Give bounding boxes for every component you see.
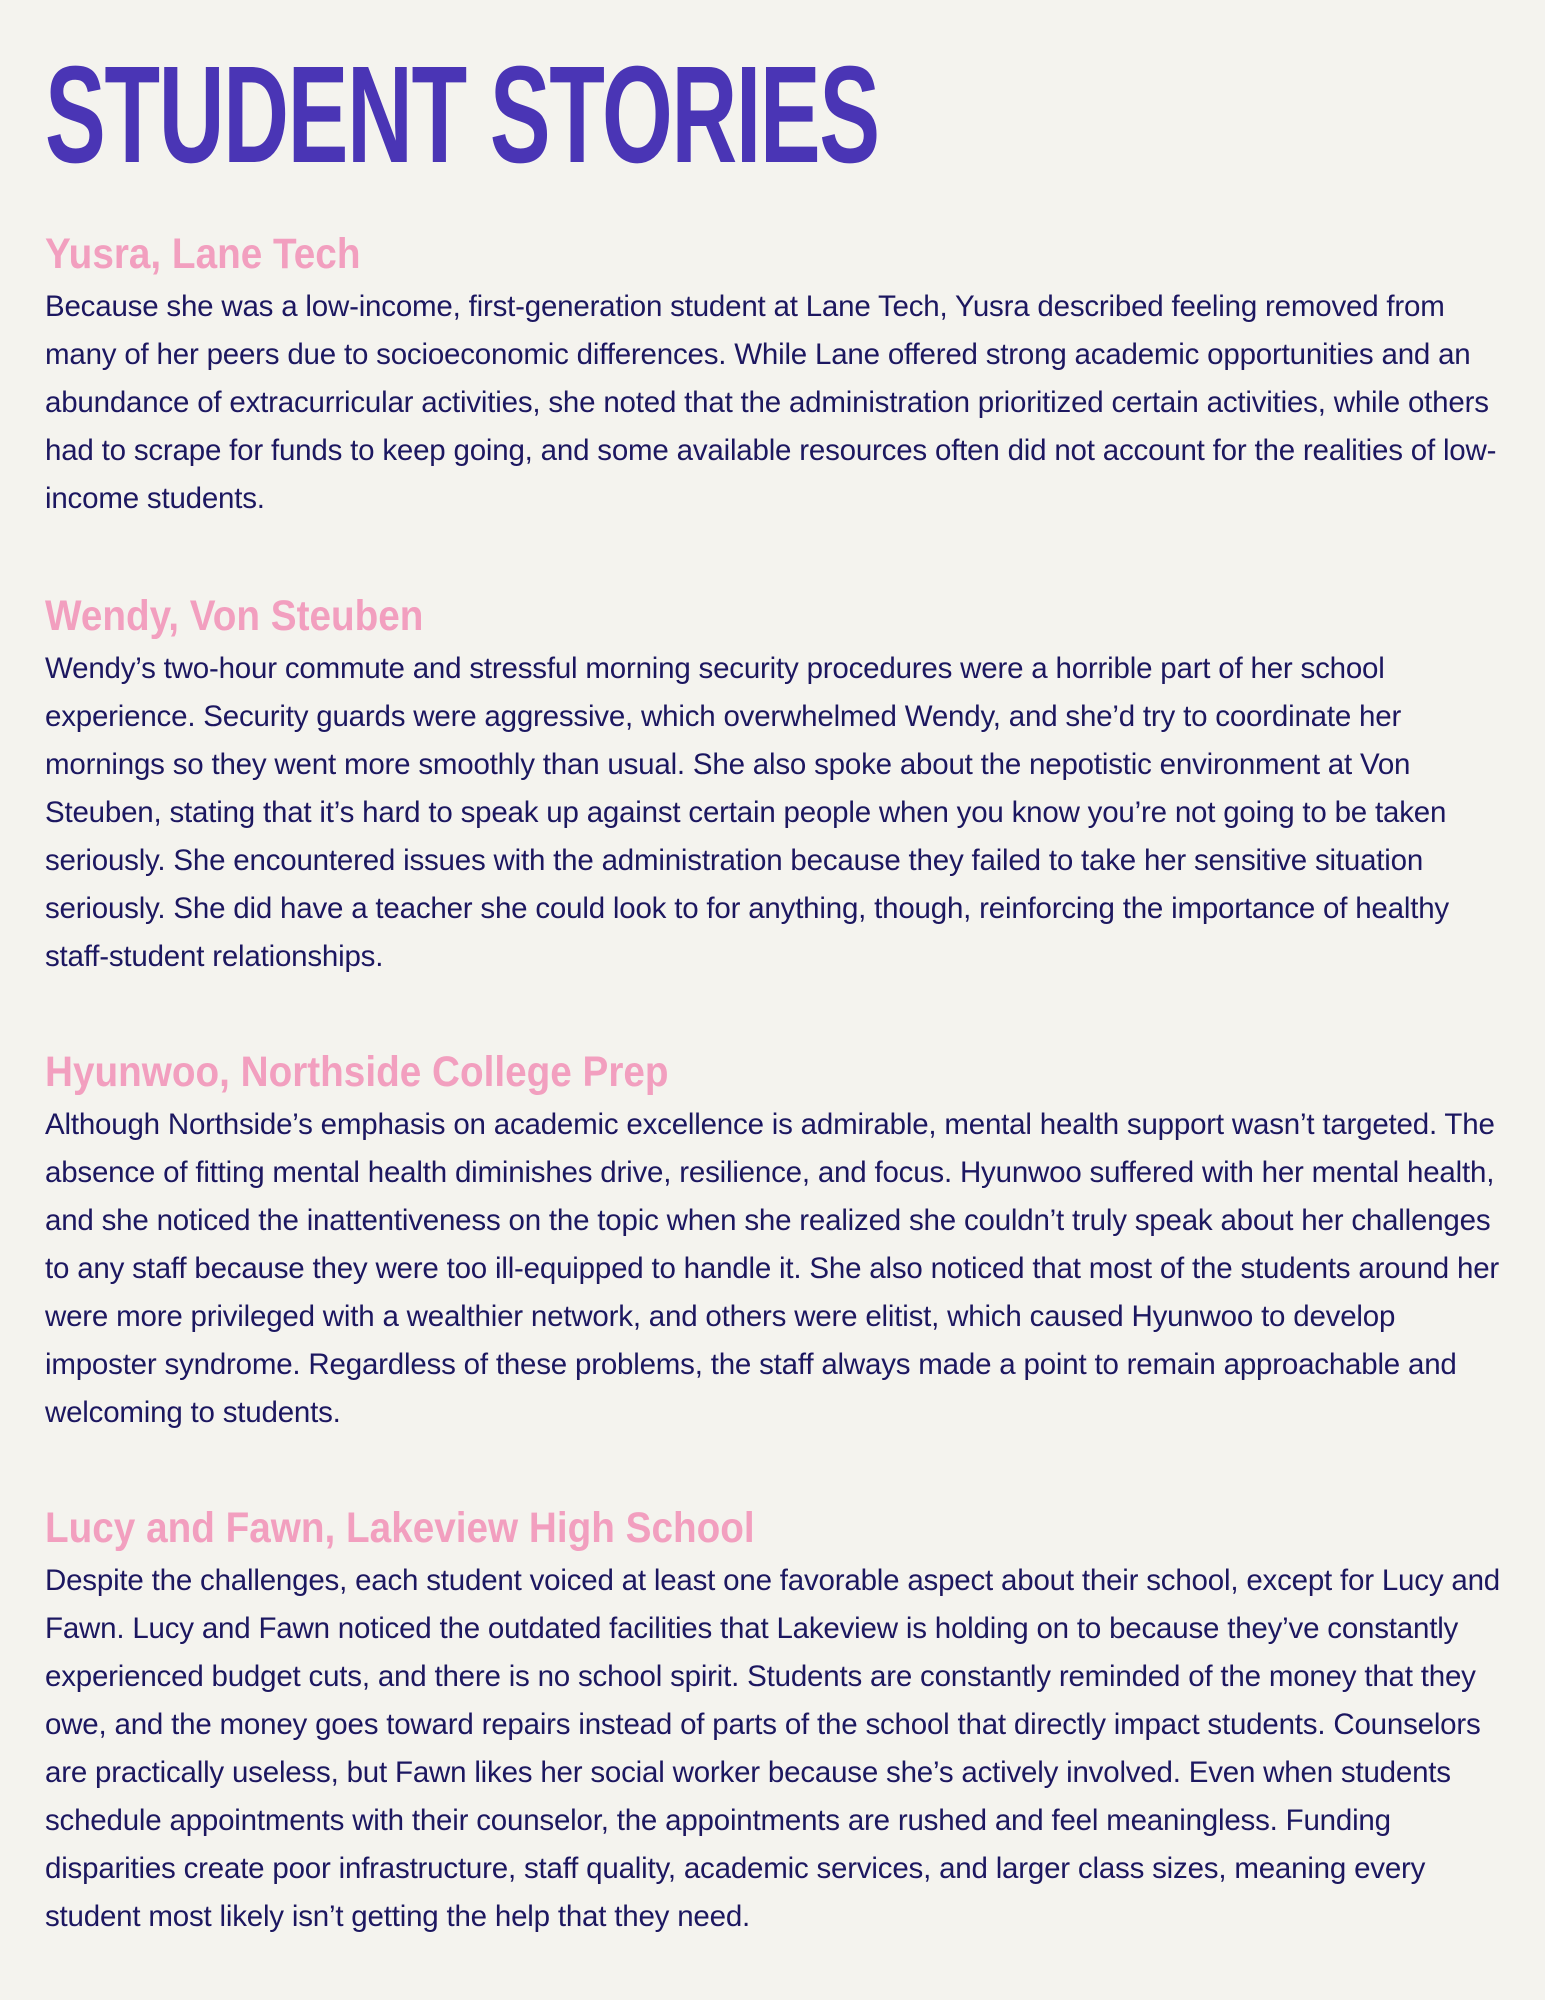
story-body: Although Northside’s emphasis on academic excellence is admirable, mental health support wasn’t targeted. The absence of fitting mental health diminishes drive, resilience, and focus. Hyunwoo suffered with her mental health, and she noticed the inattentiveness on the topic when she realized she couldn’t truly speak about her challenges to any staff because they were too ill-equipped to handle it. She also noticed that most of the students around her were more privileged with a wealthier network, and others were elitist, which caused Hyunwoo to develop imposter syndrome. Regardless of these problems, the staff always made a point to remain approachable and welcoming to students. [45,1108,1500,1429]
story-lucy-and-fawn [45,1499,1500,1941]
story-heading: Lucy and Fawn, Lakeview High School [45,1504,755,1552]
story-hyunwoo [45,1043,1500,1437]
story-body: Despite the challenges, each student voiced at least one favorable aspect about their school, except for Lucy and Fawn. Lucy and Fawn noticed the outdated facilities that Lakeview is holding on to because they’ve constantly experienced budget cuts, and there is no school spirit. Students are constantly reminded of the money that they owe, and the money goes toward repairs instead of parts of the school that directly impact students. Counselors are practically useless, but Fawn likes her social worker because she’s actively involved. Even when students schedule appointments with their counselor, the appointments are rushed and feel meaningless. Funding disparities create poor infrastructure, staff quality, academic services, and larger class sizes, meaning every student most likely isn’t getting the help that they need. [45,1564,1500,1933]
page-title: STUDENT STORIES [45,38,879,192]
story-heading: Hyunwoo, Northside College Prep [45,1048,669,1096]
document-page [45,38,1500,1933]
story-body: Because she was a low-income, first-generation student at Lane Tech, Yusra described feeling removed from many of her peers due to socioeconomic differences. While Lane offered strong academic opportunities and an abundance of extracurricular activities, she noted that the administration prioritized certain activities, while others had to scrape for funds to keep going, and some available resources often did not account for the realities of low-income students. [45,290,1497,515]
story-heading: Wendy, Von Steuben [45,592,424,640]
story-heading: Yusra, Lane Tech [45,230,361,278]
story-wendy [45,587,1500,981]
story-yusra [45,225,1500,523]
story-body: Wendy’s two-hour commute and stressful morning security procedures were a horrible part of her school experience. Security guards were aggressive, which overwhelmed Wendy, and she’d try to coordinate her mornings so they went more smoothly than usual. She also spoke about the nepotistic environment at Von Steuben, stating that it’s hard to speak up against certain people when you know you’re not going to be taken seriously. She encountered issues with the administration because they failed to take her sensitive situation seriously. She did have a teacher she could look to for anything, though, reinforcing the importance of healthy staff-student relationships. [45,652,1449,973]
